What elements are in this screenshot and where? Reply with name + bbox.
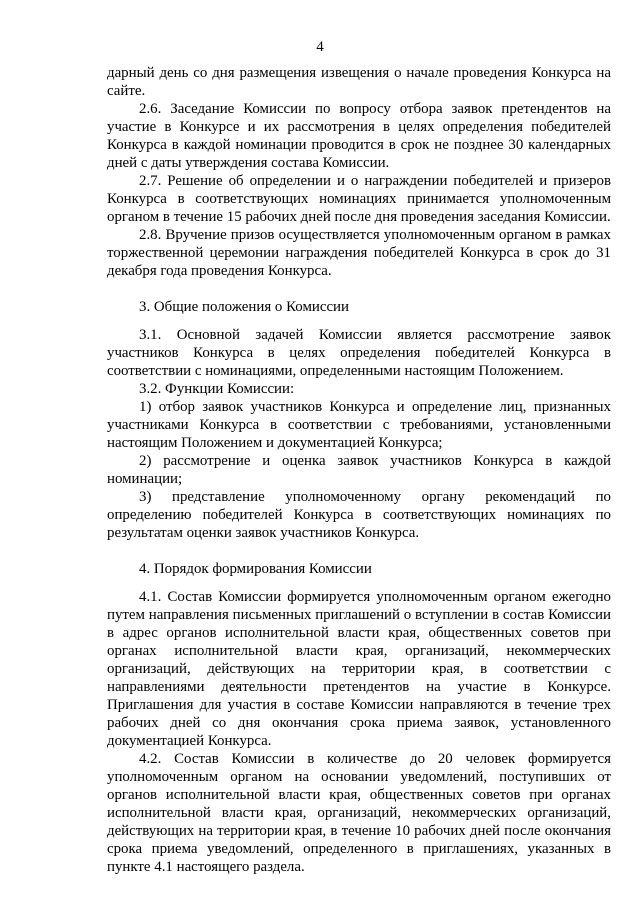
list-item-3-2-1: 1) отбор заявок участников Конкурса и определение лиц, признанных участниками Конкурса в соответствии с требованиями, установленными настоящим Положением и документацией Конкурса; [107, 399, 611, 451]
section-heading-4: 4. Порядок формирования Комиссии [139, 561, 372, 577]
paragraph-2-6: 2.6. Заседание Комиссии по вопросу отбора заявок претендентов на участие в Конкурсе и их рассмотрения в целях определения победителей Конкурса в каждой номинации проводится в срок не позднее 30 календарных дней с даты утверждения состава Комиссии. [107, 101, 611, 171]
page-number: 4 [316, 39, 324, 55]
list-item-3-2-2: 2) рассмотрение и оценка заявок участников Конкурса в каждой номинации; [107, 453, 611, 487]
list-item-3-2-3: 3) представление уполномоченному органу рекомендаций по определению победителей Конкурса в соответствующих номинациях по результатам оценки заявок участников Конкурса. [107, 489, 611, 541]
paragraph-continued: дарный день со дня размещения извещения о начале проведения Конкурса на сайте. [107, 65, 611, 99]
section-heading-3: 3. Общие положения о Комиссии [139, 299, 349, 315]
paragraph-3-2: 3.2. Функции Комиссии: [139, 381, 295, 397]
paragraph-2-8: 2.8. Вручение призов осуществляется уполномоченным органом в рамках торжественной церемонии награждения победителей Конкурса в срок до 31 декабря года проведения Конкурса. [107, 227, 611, 279]
paragraph-4-1: 4.1. Состав Комиссии формируется уполномоченным органом ежегодно путем направления письменных приглашений о вступлении в состав Комиссии в адрес органов исполнительной власти края, общественных советов при органах исполнительной власти края, организаций, некоммерческих организаций, действующих на территории края, в соответствии с направлениями деятельности претендентов на участие в Конкурсе. Приглашения для участия в составе Комиссии направляются в течение трех рабочих дней со дня окончания срока приема заявок, установленного документацией Конкурса. [107, 589, 611, 749]
paragraph-4-2: 4.2. Состав Комиссии в количестве до 20 человек формируется уполномоченным органом на основании уведомлений, поступивших от органов исполнительной власти края, общественных советов при органах исполнительной власти края, организаций, некоммерческих организаций, действующих на территории края, в течение 10 рабочих дней после окончания срока приема уведомлений, определенного в приглашениях, указанных в пункте 4.1 настоящего раздела. [107, 751, 611, 875]
document-body [107, 64, 611, 876]
paragraph-3-1: 3.1. Основной задачей Комиссии является рассмотрение заявок участников Конкурса в целях определения победителей Конкурса в соответствии с номинациями, определенными настоящим Положением. [107, 327, 611, 379]
paragraph-2-7: 2.7. Решение об определении и о награждении победителей и призеров Конкурса в соответствующих номинациях принимается уполномоченным органом в течение 15 рабочих дней после дня проведения заседания Комиссии. [107, 173, 611, 225]
